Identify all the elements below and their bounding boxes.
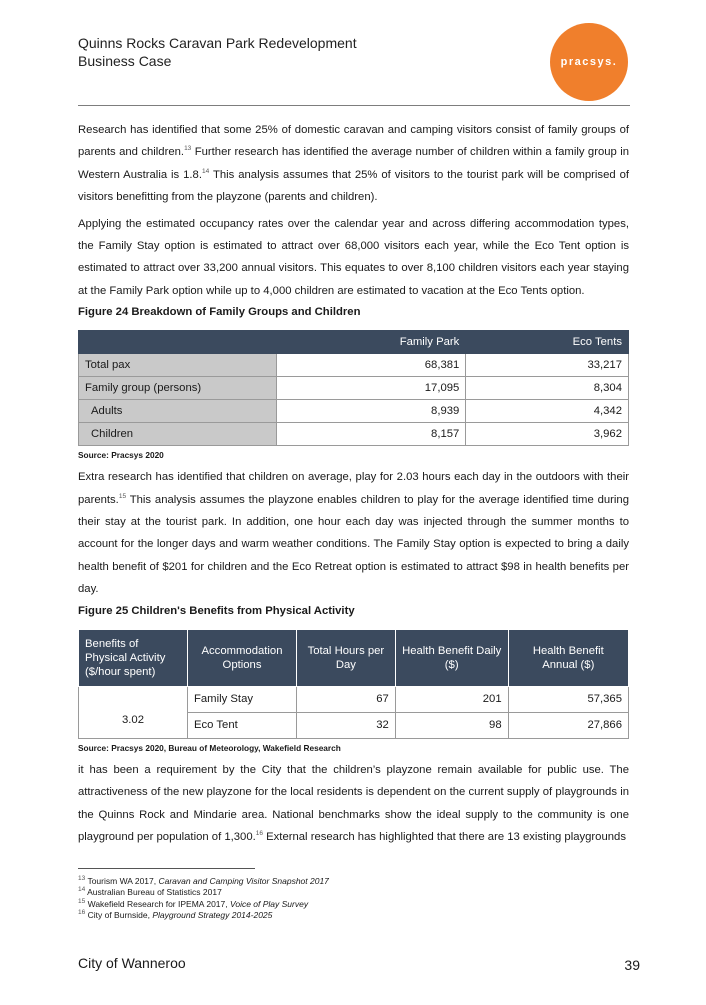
row-label: Total pax <box>79 354 277 377</box>
accommodation-option: Family Stay <box>188 686 297 712</box>
family-park-value: 17,095 <box>277 377 466 400</box>
table-header-row <box>79 331 629 354</box>
eco-tents-value: 3,962 <box>466 423 629 446</box>
daily-benefit-value: 98 <box>395 712 508 738</box>
table-header-row <box>79 629 629 686</box>
footnote-item: $^{15}$ Wakefield Research for IPEMA 2017, Voice of Play Survey <box>78 897 309 909</box>
figure-24-title: Figure 24 Breakdown of Family Groups and Children <box>78 306 361 319</box>
eco-tents-value: 33,217 <box>466 354 629 377</box>
figure-25-title: Figure 25 Children's Benefits from Physical Activity <box>78 604 355 617</box>
pracsys-logo <box>550 23 628 101</box>
paragraph-play-hours: Extra research has identified that children on average, play for 2.03 hours each day in the outdoors with their parents.$^{15}$ This analysis assumes the playzone enables children to play for the average identified time during their stay at the tourist park. In addition, one hour each day was injected through the summer months to account for the longer days and warm weather conditions. The Family Stay option is expected to bring a daily health benefit of $201 for children and the Eco Retreat option is estimated to attract $98 in health benefits per day. <box>78 471 629 596</box>
hours-value: 67 <box>297 686 396 712</box>
header-cell-hours: Total Hours per Day <box>297 629 396 686</box>
paragraph-family-groups: Research has identified that some 25% of domestic caravan and camping visitors consist of family groups of parents and children.$^{13}$ Further research has identified the average number of children within a family group in Western Australia is 1.8.14 This analysis assumes that 25% of visitors to the tourist park will be comprised of visitors benefitting from the playzone (parents and children). <box>78 124 630 204</box>
logo-text: pracsys. <box>560 56 618 68</box>
row-label: Adults <box>79 400 277 423</box>
family-park-value: 8,157 <box>277 423 466 446</box>
hours-value: 32 <box>297 712 396 738</box>
header-cell-daily: Health Benefit Daily ($) <box>395 629 508 686</box>
eco-tents-value: 4,342 <box>466 400 629 423</box>
header-title-line2: Business Case <box>78 53 172 69</box>
daily-benefit-value: 201 <box>395 686 508 712</box>
page-content <box>78 119 629 852</box>
annual-benefit-value: 27,866 <box>508 712 628 738</box>
footnote-item: $^{14}$ Australian Bureau of Statistics 2017 <box>78 886 222 898</box>
table-row <box>79 354 629 377</box>
paragraph-occupancy: Applying the estimated occupancy rates over the calendar year and across differing accommodation types, the Family Stay option is estimated to attract over 68,000 visitors each year, while the Eco Tent option is estimated to attract over 33,200 annual visitors. This equates to over 8,100 children visitors each year staying at the Family Park option while up to 4,000 children are estimated to vacation at the Eco Tents option. <box>78 217 629 297</box>
paragraph-playzone: it has been a requirement by the City that the children’s playzone remain available for public use. The attractiveness of the new playzone for the local residents is dependent on the current supply of playgrounds in the Quinns Rock and Mindarie area. National benchmarks show the ideal supply to the community is one playground per population of 1,300.16 External research has highlighted that there are 13 existing playgrounds <box>78 763 629 843</box>
table-row <box>79 400 629 423</box>
figure-24-source: Source: Pracsys 2020 <box>78 450 164 461</box>
figure-25-source: Source: Pracsys 2020, Bureau of Meteorology, Wakefield Research <box>78 742 341 753</box>
family-park-value: 8,939 <box>277 400 466 423</box>
annual-benefit-value: 57,365 <box>508 686 628 712</box>
family-groups-table <box>78 330 629 446</box>
table-row <box>79 423 629 446</box>
footnotes <box>78 876 329 922</box>
footnote-item: $^{13}$ Tourism WA 2017, Caravan and Camping Visitor Snapshot 2017 <box>78 875 329 886</box>
page-number: 39 <box>624 957 640 973</box>
accommodation-option: Eco Tent <box>188 712 297 738</box>
footnote-divider <box>78 868 255 869</box>
benefit-rate-cell: 3.02 <box>79 686 188 738</box>
header-divider <box>78 105 630 106</box>
header-cell-accommodation: Accommodation Options <box>188 629 297 686</box>
family-park-value: 68,381 <box>277 354 466 377</box>
header-cell-family-park: Family Park <box>277 331 466 354</box>
header-title-line1: Quinns Rocks Caravan Park Redevelopment <box>78 35 357 51</box>
row-label: Children <box>79 423 277 446</box>
row-label: Family group (persons) <box>79 377 277 400</box>
footnote-ref-16: 16 <box>255 830 263 838</box>
header-cell-empty <box>79 331 277 354</box>
footnote-ref-15: 15 <box>118 492 127 500</box>
header-cell-annual: Health Benefit Annual ($) <box>508 629 628 686</box>
table-row <box>79 377 629 400</box>
footnote-ref-14: 14 <box>201 168 210 176</box>
physical-activity-table <box>78 629 629 739</box>
footnote-ref-13: 13 <box>184 145 192 153</box>
header-cell-benefits: Benefits of Physical Activity ($/hour spent) <box>79 629 188 686</box>
eco-tents-value: 8,304 <box>466 377 629 400</box>
footer-organisation: City of Wanneroo <box>78 955 186 971</box>
header-cell-eco-tents: Eco Tents <box>466 331 629 354</box>
document-header <box>78 34 357 70</box>
table-row <box>79 686 629 712</box>
footnote-item: $^{16}$ City of Burnside, Playground Strategy 2014-2025 <box>78 909 273 921</box>
